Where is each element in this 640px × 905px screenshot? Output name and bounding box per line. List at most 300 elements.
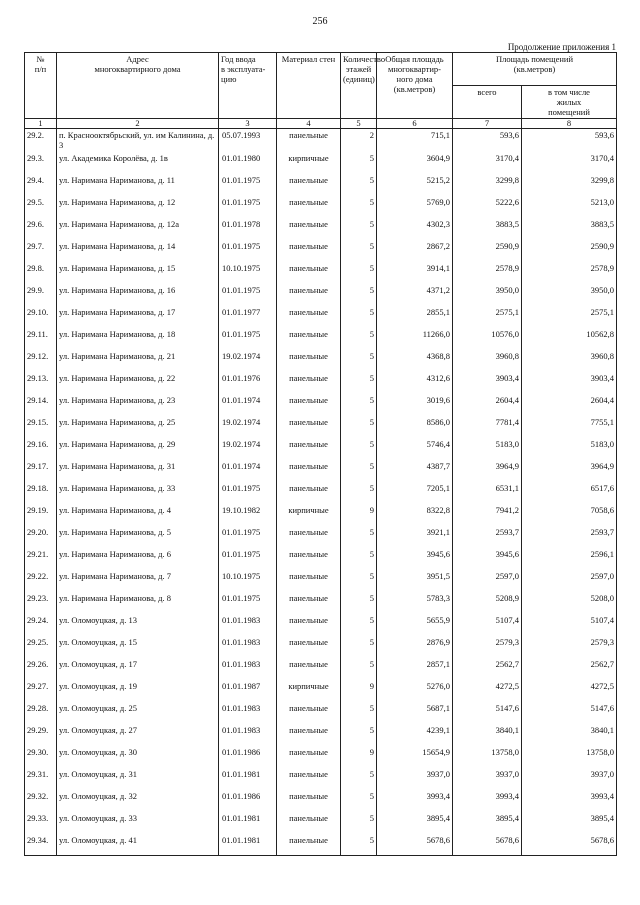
- premises-living-cell: 3937,0: [522, 768, 617, 790]
- total-area-cell: 3914,1: [377, 262, 453, 284]
- floors-cell: 5: [341, 284, 377, 306]
- floors-cell: 5: [341, 328, 377, 350]
- header-total-area: Общая площадь многоквартир- ного дома (кв.метров): [377, 53, 453, 119]
- year-cell: 01.01.1983: [219, 724, 277, 746]
- material-cell: панельные: [277, 790, 341, 812]
- premises-living-cell: 2579,3: [522, 636, 617, 658]
- material-cell: панельные: [277, 394, 341, 416]
- column-number: 7: [453, 119, 522, 129]
- year-cell: 05.07.1993: [219, 129, 277, 152]
- table-row: [25, 592, 617, 614]
- material-cell: панельные: [277, 724, 341, 746]
- table-header: [25, 53, 617, 129]
- premises-living-cell: 2604,4: [522, 394, 617, 416]
- address-cell: ул. Оломоуцкая, д. 30: [57, 746, 219, 768]
- floors-cell: 5: [341, 636, 377, 658]
- total-area-cell: 15654,9: [377, 746, 453, 768]
- premises-total-cell: 3840,1: [453, 724, 522, 746]
- row-number: 29.8.: [25, 262, 57, 284]
- material-cell: панельные: [277, 834, 341, 856]
- address-cell: ул. Оломоуцкая, д. 31: [57, 768, 219, 790]
- row-number: 29.33.: [25, 812, 57, 834]
- row-number: 29.15.: [25, 416, 57, 438]
- material-cell: панельные: [277, 438, 341, 460]
- year-cell: 01.01.1981: [219, 812, 277, 834]
- premises-living-cell: 593,6: [522, 129, 617, 152]
- table-row: [25, 702, 617, 724]
- material-cell: панельные: [277, 548, 341, 570]
- table-row: [25, 328, 617, 350]
- premises-total-cell: 3299,8: [453, 174, 522, 196]
- address-cell: ул. Оломоуцкая, д. 15: [57, 636, 219, 658]
- address-cell: ул. Наримана Нариманова, д. 22: [57, 372, 219, 394]
- table-row: [25, 548, 617, 570]
- header-floors: Количество этажей (единиц): [341, 53, 377, 119]
- floors-cell: 9: [341, 504, 377, 526]
- floors-cell: 5: [341, 548, 377, 570]
- table-row: [25, 526, 617, 548]
- year-cell: 01.01.1986: [219, 790, 277, 812]
- floors-cell: 5: [341, 416, 377, 438]
- premises-total-cell: 3170,4: [453, 152, 522, 174]
- premises-total-cell: 3945,6: [453, 548, 522, 570]
- table-row: [25, 262, 617, 284]
- column-number: 1: [25, 119, 57, 129]
- row-number: 29.22.: [25, 570, 57, 592]
- premises-living-cell: 7755,1: [522, 416, 617, 438]
- premises-living-cell: 2590,9: [522, 240, 617, 262]
- year-cell: 01.01.1975: [219, 526, 277, 548]
- address-cell: ул. Оломоуцкая, д. 13: [57, 614, 219, 636]
- address-cell: ул. Оломоуцкая, д. 33: [57, 812, 219, 834]
- address-cell: ул. Оломоуцкая, д. 32: [57, 790, 219, 812]
- total-area-cell: 5276,0: [377, 680, 453, 702]
- floors-cell: 5: [341, 262, 377, 284]
- premises-total-cell: 2604,4: [453, 394, 522, 416]
- address-cell: ул. Наримана Нариманова, д. 5: [57, 526, 219, 548]
- header-no: № п/п: [25, 53, 57, 119]
- table-row: [25, 460, 617, 482]
- material-cell: панельные: [277, 636, 341, 658]
- premises-total-cell: 3964,9: [453, 460, 522, 482]
- floors-cell: 5: [341, 570, 377, 592]
- total-area-cell: 8322,8: [377, 504, 453, 526]
- total-area-cell: 2857,1: [377, 658, 453, 680]
- address-cell: ул. Наримана Нариманова, д. 17: [57, 306, 219, 328]
- row-number: 29.5.: [25, 196, 57, 218]
- premises-total-cell: 5183,0: [453, 438, 522, 460]
- year-cell: 01.01.1977: [219, 306, 277, 328]
- row-number: 29.23.: [25, 592, 57, 614]
- total-area-cell: 3921,1: [377, 526, 453, 548]
- material-cell: панельные: [277, 372, 341, 394]
- floors-cell: 5: [341, 768, 377, 790]
- material-cell: панельные: [277, 702, 341, 724]
- floors-cell: 5: [341, 174, 377, 196]
- premises-living-cell: 3299,8: [522, 174, 617, 196]
- total-area-cell: 4239,1: [377, 724, 453, 746]
- row-number: 29.10.: [25, 306, 57, 328]
- premises-living-cell: 3903,4: [522, 372, 617, 394]
- table-row: [25, 746, 617, 768]
- premises-living-cell: 2597,0: [522, 570, 617, 592]
- material-cell: панельные: [277, 284, 341, 306]
- year-cell: 01.01.1983: [219, 702, 277, 724]
- premises-total-cell: 2579,3: [453, 636, 522, 658]
- total-area-cell: 4387,7: [377, 460, 453, 482]
- premises-total-cell: 3950,0: [453, 284, 522, 306]
- header-premises-area: Площадь помещений (кв.метров): [453, 53, 617, 86]
- premises-total-cell: 5208,9: [453, 592, 522, 614]
- row-number: 29.18.: [25, 482, 57, 504]
- table-row: [25, 812, 617, 834]
- total-area-cell: 3019,6: [377, 394, 453, 416]
- total-area-cell: 8586,0: [377, 416, 453, 438]
- premises-total-cell: 2578,9: [453, 262, 522, 284]
- column-numbers-row: [25, 119, 617, 129]
- year-cell: 01.01.1975: [219, 592, 277, 614]
- total-area-cell: 2876,9: [377, 636, 453, 658]
- material-cell: панельные: [277, 460, 341, 482]
- premises-total-cell: 2562,7: [453, 658, 522, 680]
- year-cell: 10.10.1975: [219, 262, 277, 284]
- floors-cell: 5: [341, 372, 377, 394]
- total-area-cell: 4371,2: [377, 284, 453, 306]
- total-area-cell: 3937,0: [377, 768, 453, 790]
- premises-living-cell: 3960,8: [522, 350, 617, 372]
- year-cell: 01.01.1981: [219, 768, 277, 790]
- total-area-cell: 3895,4: [377, 812, 453, 834]
- material-cell: кирпичные: [277, 504, 341, 526]
- column-number: 6: [377, 119, 453, 129]
- row-number: 29.14.: [25, 394, 57, 416]
- premises-living-cell: 5147,6: [522, 702, 617, 724]
- address-cell: ул. Наримана Нариманова, д. 7: [57, 570, 219, 592]
- floors-cell: 5: [341, 724, 377, 746]
- year-cell: 01.01.1987: [219, 680, 277, 702]
- total-area-cell: 3993,4: [377, 790, 453, 812]
- premises-total-cell: 2575,1: [453, 306, 522, 328]
- material-cell: панельные: [277, 350, 341, 372]
- premises-living-cell: 3950,0: [522, 284, 617, 306]
- premises-living-cell: 3895,4: [522, 812, 617, 834]
- premises-total-cell: 7941,2: [453, 504, 522, 526]
- row-number: 29.27.: [25, 680, 57, 702]
- material-cell: панельные: [277, 129, 341, 152]
- address-cell: ул. Оломоуцкая, д. 27: [57, 724, 219, 746]
- floors-cell: 5: [341, 218, 377, 240]
- material-cell: панельные: [277, 306, 341, 328]
- material-cell: кирпичные: [277, 680, 341, 702]
- premises-total-cell: 3883,5: [453, 218, 522, 240]
- row-number: 29.34.: [25, 834, 57, 856]
- premises-total-cell: 3895,4: [453, 812, 522, 834]
- premises-living-cell: 2596,1: [522, 548, 617, 570]
- table-body: [25, 129, 617, 856]
- row-number: 29.32.: [25, 790, 57, 812]
- premises-living-cell: 5678,6: [522, 834, 617, 856]
- premises-living-cell: 5183,0: [522, 438, 617, 460]
- floors-cell: 5: [341, 350, 377, 372]
- row-number: 29.31.: [25, 768, 57, 790]
- premises-living-cell: 5213,0: [522, 196, 617, 218]
- floors-cell: 5: [341, 592, 377, 614]
- year-cell: 01.01.1976: [219, 372, 277, 394]
- floors-cell: 5: [341, 812, 377, 834]
- row-number: 29.29.: [25, 724, 57, 746]
- total-area-cell: 5678,6: [377, 834, 453, 856]
- total-area-cell: 3604,9: [377, 152, 453, 174]
- address-cell: ул. Наримана Нариманова, д. 25: [57, 416, 219, 438]
- premises-living-cell: 6517,6: [522, 482, 617, 504]
- premises-total-cell: 2590,9: [453, 240, 522, 262]
- total-area-cell: 5215,2: [377, 174, 453, 196]
- total-area-cell: 5746,4: [377, 438, 453, 460]
- floors-cell: 9: [341, 680, 377, 702]
- premises-living-cell: 3170,4: [522, 152, 617, 174]
- floors-cell: 5: [341, 834, 377, 856]
- year-cell: 10.10.1975: [219, 570, 277, 592]
- material-cell: панельные: [277, 614, 341, 636]
- address-cell: ул. Наримана Нариманова, д. 12: [57, 196, 219, 218]
- table-row: [25, 768, 617, 790]
- address-cell: ул. Наримана Нариманова, д. 33: [57, 482, 219, 504]
- address-cell: ул. Наримана Нариманова, д. 16: [57, 284, 219, 306]
- table-row: [25, 504, 617, 526]
- year-cell: 01.01.1975: [219, 240, 277, 262]
- row-number: 29.12.: [25, 350, 57, 372]
- row-number: 29.28.: [25, 702, 57, 724]
- floors-cell: 5: [341, 526, 377, 548]
- header-premises-living: в том числе жилых помещений: [522, 86, 617, 119]
- material-cell: панельные: [277, 768, 341, 790]
- material-cell: панельные: [277, 218, 341, 240]
- material-cell: панельные: [277, 416, 341, 438]
- floors-cell: 5: [341, 460, 377, 482]
- premises-total-cell: 3993,4: [453, 790, 522, 812]
- premises-living-cell: 3840,1: [522, 724, 617, 746]
- column-number: 3: [219, 119, 277, 129]
- premises-living-cell: 3964,9: [522, 460, 617, 482]
- row-number: 29.17.: [25, 460, 57, 482]
- table-row: [25, 834, 617, 856]
- row-number: 29.21.: [25, 548, 57, 570]
- address-cell: ул. Наримана Нариманова, д. 11: [57, 174, 219, 196]
- premises-living-cell: 4272,5: [522, 680, 617, 702]
- year-cell: 01.01.1975: [219, 482, 277, 504]
- total-area-cell: 4312,6: [377, 372, 453, 394]
- header-material: Материал стен: [277, 53, 341, 119]
- premises-total-cell: 10576,0: [453, 328, 522, 350]
- table-row: [25, 416, 617, 438]
- year-cell: 01.01.1975: [219, 174, 277, 196]
- table-row: [25, 240, 617, 262]
- column-number: 5: [341, 119, 377, 129]
- material-cell: панельные: [277, 746, 341, 768]
- table-row: [25, 658, 617, 680]
- floors-cell: 5: [341, 394, 377, 416]
- material-cell: панельные: [277, 262, 341, 284]
- premises-living-cell: 2578,9: [522, 262, 617, 284]
- row-number: 29.30.: [25, 746, 57, 768]
- premises-living-cell: 2562,7: [522, 658, 617, 680]
- column-number: 4: [277, 119, 341, 129]
- header-year: Год ввода в эксплуата- цию: [219, 53, 277, 119]
- address-cell: ул. Наримана Нариманова, д. 18: [57, 328, 219, 350]
- year-cell: 19.10.1982: [219, 504, 277, 526]
- floors-cell: 5: [341, 790, 377, 812]
- material-cell: панельные: [277, 592, 341, 614]
- total-area-cell: 5783,3: [377, 592, 453, 614]
- table-row: [25, 284, 617, 306]
- premises-total-cell: 2593,7: [453, 526, 522, 548]
- premises-living-cell: 3993,4: [522, 790, 617, 812]
- year-cell: 01.01.1981: [219, 834, 277, 856]
- table-row: [25, 570, 617, 592]
- total-area-cell: 5769,0: [377, 196, 453, 218]
- premises-total-cell: 5678,6: [453, 834, 522, 856]
- premises-total-cell: 593,6: [453, 129, 522, 152]
- address-cell: ул. Наримана Нариманова, д. 23: [57, 394, 219, 416]
- premises-living-cell: 10562,8: [522, 328, 617, 350]
- premises-living-cell: 2575,1: [522, 306, 617, 328]
- floors-cell: 9: [341, 746, 377, 768]
- year-cell: 01.01.1986: [219, 746, 277, 768]
- floors-cell: 5: [341, 438, 377, 460]
- floors-cell: 5: [341, 702, 377, 724]
- address-cell: ул. Оломоуцкая, д. 41: [57, 834, 219, 856]
- premises-total-cell: 2597,0: [453, 570, 522, 592]
- row-number: 29.24.: [25, 614, 57, 636]
- table-row: [25, 438, 617, 460]
- year-cell: 01.01.1978: [219, 218, 277, 240]
- year-cell: 01.01.1975: [219, 284, 277, 306]
- address-cell: ул. Наримана Нариманова, д. 21: [57, 350, 219, 372]
- table-row: [25, 790, 617, 812]
- table-row: [25, 724, 617, 746]
- total-area-cell: 3951,5: [377, 570, 453, 592]
- address-cell: ул. Наримана Нариманова, д. 12а: [57, 218, 219, 240]
- premises-living-cell: 2593,7: [522, 526, 617, 548]
- total-area-cell: 7205,1: [377, 482, 453, 504]
- row-number: 29.6.: [25, 218, 57, 240]
- total-area-cell: 3945,6: [377, 548, 453, 570]
- premises-total-cell: 3960,8: [453, 350, 522, 372]
- row-number: 29.20.: [25, 526, 57, 548]
- row-number: 29.9.: [25, 284, 57, 306]
- table-row: [25, 306, 617, 328]
- row-number: 29.7.: [25, 240, 57, 262]
- year-cell: 01.01.1983: [219, 614, 277, 636]
- column-number: 8: [522, 119, 617, 129]
- row-number: 29.19.: [25, 504, 57, 526]
- premises-total-cell: 13758,0: [453, 746, 522, 768]
- material-cell: панельные: [277, 526, 341, 548]
- material-cell: кирпичные: [277, 152, 341, 174]
- year-cell: 01.01.1980: [219, 152, 277, 174]
- floors-cell: 5: [341, 152, 377, 174]
- material-cell: панельные: [277, 570, 341, 592]
- table-row: [25, 394, 617, 416]
- table-row: [25, 680, 617, 702]
- premises-living-cell: 7058,6: [522, 504, 617, 526]
- address-cell: ул. Наримана Нариманова, д. 4: [57, 504, 219, 526]
- total-area-cell: 2855,1: [377, 306, 453, 328]
- address-cell: п. Краснооктябрьский, ул. им Калинина, д. 3: [57, 129, 219, 152]
- material-cell: панельные: [277, 240, 341, 262]
- address-cell: ул. Наримана Нариманова, д. 15: [57, 262, 219, 284]
- continuation-label: Продолжение приложения 1: [507, 42, 616, 52]
- table-row: [25, 218, 617, 240]
- premises-living-cell: 13758,0: [522, 746, 617, 768]
- row-number: 29.26.: [25, 658, 57, 680]
- address-cell: ул. Наримана Нариманова, д. 31: [57, 460, 219, 482]
- total-area-cell: 4368,8: [377, 350, 453, 372]
- row-number: 29.16.: [25, 438, 57, 460]
- row-number: 29.25.: [25, 636, 57, 658]
- table-row: [25, 152, 617, 174]
- premises-living-cell: 5107,4: [522, 614, 617, 636]
- table-row: [25, 196, 617, 218]
- year-cell: 19.02.1974: [219, 416, 277, 438]
- table-row: [25, 614, 617, 636]
- year-cell: 01.01.1983: [219, 636, 277, 658]
- year-cell: 01.01.1974: [219, 394, 277, 416]
- table-row: [25, 350, 617, 372]
- premises-total-cell: 6531,1: [453, 482, 522, 504]
- year-cell: 01.01.1975: [219, 196, 277, 218]
- year-cell: 19.02.1974: [219, 438, 277, 460]
- material-cell: панельные: [277, 482, 341, 504]
- address-cell: ул. Наримана Нариманова, д. 29: [57, 438, 219, 460]
- table-row: [25, 174, 617, 196]
- address-cell: ул. Наримана Нариманова, д. 6: [57, 548, 219, 570]
- total-area-cell: 5687,1: [377, 702, 453, 724]
- premises-total-cell: 5222,6: [453, 196, 522, 218]
- column-number: 2: [57, 119, 219, 129]
- address-cell: ул. Оломоуцкая, д. 25: [57, 702, 219, 724]
- floors-cell: 5: [341, 482, 377, 504]
- address-cell: ул. Наримана Нариманова, д. 8: [57, 592, 219, 614]
- floors-cell: 2: [341, 129, 377, 152]
- premises-total-cell: 3937,0: [453, 768, 522, 790]
- address-cell: ул. Оломоуцкая, д. 19: [57, 680, 219, 702]
- housing-table: [24, 52, 617, 856]
- floors-cell: 5: [341, 306, 377, 328]
- page-number: 256: [312, 16, 328, 27]
- floors-cell: 5: [341, 614, 377, 636]
- header-premises-total: всего: [453, 86, 522, 119]
- total-area-cell: 11266,0: [377, 328, 453, 350]
- premises-living-cell: 5208,0: [522, 592, 617, 614]
- year-cell: 01.01.1975: [219, 548, 277, 570]
- material-cell: панельные: [277, 174, 341, 196]
- premises-total-cell: 3903,4: [453, 372, 522, 394]
- material-cell: панельные: [277, 658, 341, 680]
- table-row: [25, 482, 617, 504]
- premises-living-cell: 3883,5: [522, 218, 617, 240]
- floors-cell: 5: [341, 240, 377, 262]
- table-row: [25, 372, 617, 394]
- floors-cell: 5: [341, 196, 377, 218]
- row-number: 29.2.: [25, 129, 57, 152]
- premises-total-cell: 7781,4: [453, 416, 522, 438]
- row-number: 29.4.: [25, 174, 57, 196]
- table-row: [25, 636, 617, 658]
- total-area-cell: 715,1: [377, 129, 453, 152]
- address-cell: ул. Оломоуцкая, д. 17: [57, 658, 219, 680]
- total-area-cell: 5655,9: [377, 614, 453, 636]
